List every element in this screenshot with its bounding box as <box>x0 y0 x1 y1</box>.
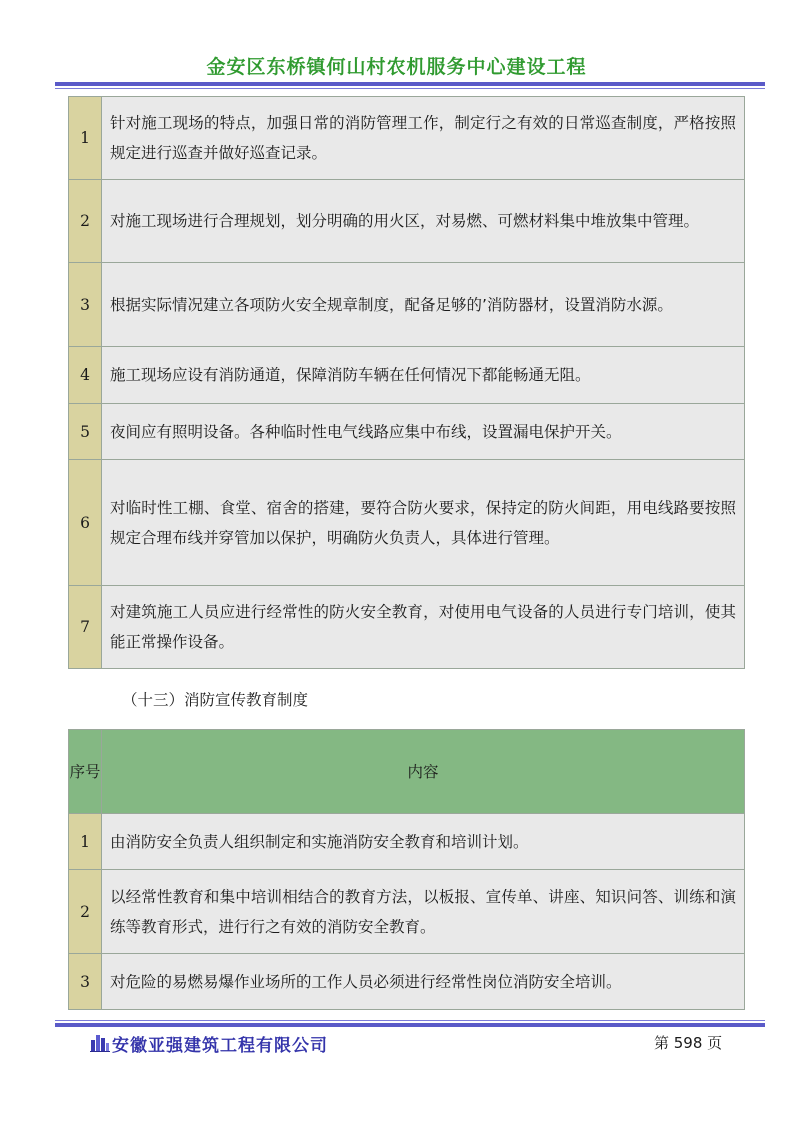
section-heading: （十三）消防宣传教育制度 <box>122 691 309 709</box>
row-content: 根据实际情况建立各项防火安全规章制度，配备足够的’消防器材，设置消防水源。 <box>102 263 745 347</box>
table-row <box>69 954 745 1010</box>
row-content: 对施工现场进行合理规划，划分明确的用火区，对易燃、可燃材料集中堆放集中管理。 <box>102 180 745 263</box>
column-header-content: 内容 <box>102 730 745 814</box>
row-content: 针对施工现场的特点，加强日常的消防管理工作，制定行之有效的日常巡查制度，严格按照规定进行巡查并做好巡查记录。 <box>102 97 745 180</box>
row-content: 由消防安全负责人组织制定和实施消防安全教育和培训计划。 <box>102 814 745 870</box>
table-row <box>69 97 745 180</box>
row-number: 6 <box>69 460 102 586</box>
row-number: 3 <box>69 954 102 1010</box>
column-header-number: 序号 <box>69 730 102 814</box>
header-rule <box>55 82 765 86</box>
row-number: 4 <box>69 347 102 404</box>
row-number: 3 <box>69 263 102 347</box>
row-number: 2 <box>69 180 102 263</box>
table-row <box>69 460 745 586</box>
row-number: 7 <box>69 586 102 669</box>
row-content: 施工现场应设有消防通道，保障消防车辆在任何情况下都能畅通无阻。 <box>102 347 745 404</box>
row-content: 以经常性教育和集中培训相结合的教育方法，以板报、宣传单、讲座、知识问答、训练和演练等教育形式，进行行之有效的消防安全教育。 <box>102 870 745 954</box>
row-number: 5 <box>69 404 102 460</box>
row-content: 夜间应有照明设备。各种临时性电气线路应集中布线，设置漏电保护开关。 <box>102 404 745 460</box>
page-number: 第 598 页 <box>654 1034 723 1052</box>
row-content: 对危险的易燃易爆作业场所的工作人员必须进行经常性岗位消防安全培训。 <box>102 954 745 1010</box>
table-header-row <box>69 730 745 814</box>
table-row <box>69 870 745 954</box>
row-content: 对建筑施工人员应进行经常性的防火安全教育，对使用电气设备的人员进行专门培训，使其能正常操作设备。 <box>102 586 745 669</box>
header-rule-thin <box>55 88 765 89</box>
table-row <box>69 586 745 669</box>
row-number: 1 <box>69 814 102 870</box>
table-row <box>69 814 745 870</box>
publicity-education-table <box>68 729 745 1010</box>
fire-management-table <box>68 96 745 669</box>
footer-rule <box>55 1023 765 1027</box>
table-row <box>69 347 745 404</box>
document-header-title: 金安区东桥镇何山村农机服务中心建设工程 <box>206 56 587 78</box>
footer-company-name: 安徽亚强建筑工程有限公司 <box>112 1036 328 1056</box>
row-number: 1 <box>69 97 102 180</box>
table-row <box>69 404 745 460</box>
row-content: 对临时性工棚、食堂、宿舍的搭建，要符合防火要求，保持定的防火间距，用电线路要按照规定合理布线并穿管加以保护，明确防火负责人，具体进行管理。 <box>102 460 745 586</box>
table-row <box>69 263 745 347</box>
footer-rule-thin <box>55 1020 765 1021</box>
building-logo-icon <box>90 1032 110 1052</box>
row-number: 2 <box>69 870 102 954</box>
table-row <box>69 180 745 263</box>
